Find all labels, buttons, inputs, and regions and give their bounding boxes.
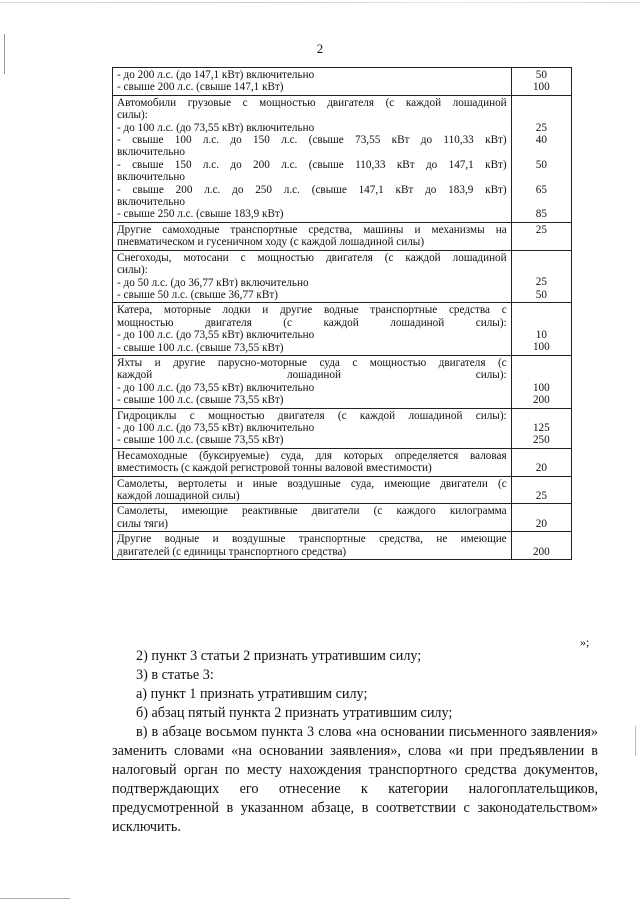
tax-rate-cell [511,68,571,96]
category-line: - до 100 л.с. (до 73,55 кВт) включительно [117,381,315,394]
scan-margin-mark-right [635,726,636,756]
category-line: Другие водные и воздушные транспортные средства, не имеющие [117,533,507,546]
category-line: Гидроциклы с мощностью двигателя (с каждой лошадиной силы): [117,409,507,422]
category-line: Самолеты, вертолеты и иные воздушные суда, имеющие двигатели (с [117,477,507,490]
category-line: Автомобили грузовые с мощностью двигателя (с каждой лошадиной [117,96,507,109]
category-line: - до 100 л.с. (до 73,55 кВт) включительно [117,121,315,134]
category-line: - свыше 200 л.с. до 250 л.с. (свыше 147,1 кВт до 183,9 кВт) [117,183,507,196]
category-line: мощностью двигателя (с каждой лошадиной силы): [117,316,507,329]
table-row [113,408,572,448]
amendment-item-3: 3) в статье 3: [136,667,214,683]
vehicle-category-cell [113,68,512,96]
rate-value [514,109,569,121]
rate-value: 100 [532,81,550,94]
rate-value: 20 [535,462,547,475]
rate-value [514,304,569,316]
category-line: включительно [117,171,185,184]
category-line: силы): [117,264,148,277]
rate-value: 10 [535,329,547,342]
rate-value: 50 [535,158,547,171]
vehicle-category-cell [113,532,512,560]
tax-rate-table [112,67,572,560]
category-line: двигателей (с единицы транспортного средства) [117,545,347,558]
category-line: - свыше 50 л.с. (свыше 36,77 кВт) [117,288,278,301]
rate-value: 65 [535,183,547,196]
tax-rate-cell [511,355,571,408]
table-row [113,68,572,96]
rate-value [514,236,569,248]
category-line: Снегоходы, мотосани с мощностью двигателя (с каждой лошадиной [117,251,507,264]
rate-value: 50 [535,288,547,301]
amendment-item-2: 2) пункт 3 статьи 2 признать утратившим силу; [136,648,422,664]
rate-value: 20 [535,517,547,530]
rate-value: 250 [532,434,550,447]
table-row [113,95,572,222]
rate-value [514,410,569,422]
rate-value: 50 [535,69,547,81]
category-line: включительно [117,146,185,159]
vehicle-category-cell [113,504,512,532]
table-row [113,532,572,560]
rate-value: 25 [535,489,547,502]
table-row [113,250,572,303]
rate-value [514,533,569,545]
rate-value [514,317,569,329]
category-line: - свыше 100 л.с. (свыше 73,55 кВт) [117,394,284,407]
amendment-item-3b: б) абзац пятый пункта 2 признать утратившим силу; [136,705,453,721]
category-line: каждой лошадиной силы): [117,369,507,382]
table-row [113,476,572,504]
rate-value: 125 [532,421,550,434]
category-line: Несамоходные (буксируемые) суда, для которых определяется валовая [117,449,507,462]
rate-value: 200 [532,394,550,407]
tax-rate-cell [511,408,571,448]
rate-value [514,252,569,264]
table-row [113,222,572,250]
rate-value: 200 [532,545,550,558]
rate-value: 100 [532,341,550,354]
category-line: пневматическом и гусеничном ходу (с каждой лошадиной силы) [117,236,425,249]
vehicle-category-cell [113,250,512,303]
rate-value [514,264,569,276]
rate-value: 40 [535,133,547,146]
rate-value [514,369,569,381]
vehicle-category-cell [113,95,512,222]
category-line: - до 50 л.с. (до 36,77 кВт) включительно [117,276,309,289]
category-line: - свыше 100 л.с. (свыше 73,55 кВт) [117,341,284,354]
vehicle-category-cell [113,355,512,408]
category-line: силы): [117,109,148,122]
category-line: Яхты и другие парусно-моторные суда с мощностью двигателя (с [117,356,507,369]
category-line: - свыше 150 л.с. до 200 л.с. (свыше 110,33 кВт до 147,1 кВт) [117,158,507,171]
category-line: - до 100 л.с. (до 73,55 кВт) включительно [117,329,315,342]
rate-value: 25 [535,223,547,236]
rate-value [514,171,569,183]
category-line: включительно [117,196,185,209]
tax-rate-cell [511,476,571,504]
vehicle-category-cell [113,222,512,250]
rate-value [514,97,569,109]
table-row [113,448,572,476]
tax-rate-cell [511,250,571,303]
table-row [113,303,572,356]
amendment-text [112,647,598,837]
category-line: Другие самоходные транспортные средства, машины и механизмы на [117,223,507,236]
category-line: каждой лошадиной силы) [117,490,240,502]
category-line: Катера, моторные лодки и другие водные транспортные средства с [117,304,507,317]
category-line: - свыше 250 л.с. (свыше 183,9 кВт) [117,208,284,221]
tax-rate-cell [511,95,571,222]
rate-value: 100 [532,381,550,394]
vehicle-category-cell [113,476,512,504]
category-line: Самолеты, имеющие реактивные двигатели (с каждого килограмма [117,505,507,518]
tax-rate-cell [511,504,571,532]
rate-value: 85 [535,208,547,221]
footnote-line [0,898,70,899]
rate-value [514,146,569,158]
rate-value: 25 [535,276,547,289]
tax-rate-cell [511,532,571,560]
rate-value [514,478,569,490]
category-line: вместимость (с каждой регистровой тонны валовой вместимости) [117,462,432,475]
vehicle-category-cell [113,448,512,476]
rate-value [514,450,569,462]
tax-rate-cell [511,448,571,476]
closing-quote: »; [580,635,590,649]
rate-value [514,196,569,208]
table-row [113,355,572,408]
vehicle-category-cell [113,303,512,356]
category-line: - до 100 л.с. (до 73,55 кВт) включительно [117,421,315,434]
page-number: 2 [316,41,324,56]
category-line: - свыше 100 л.с. (свыше 73,55 кВт) [117,434,284,447]
tax-rate-cell [511,303,571,356]
scan-edge-line [0,2,640,3]
tax-rate-cell [511,222,571,250]
amendment-item-3v: в) в абзаце восьмом пункта 3 слова «на основании письменного заявления» заменить словами «на основании заявления», слова «и при предъявлении в налоговый орган по месту нахождения транспортного средства документов, подтверждающих его отнесение к категории налогоплательщиков, предусмотренной в указанном абзаце, в соответствии с законодательством» исключить. [112,724,598,835]
rate-value [514,357,569,369]
category-line: - свыше 100 л.с. до 150 л.с. (свыше 73,55 кВт до 110,33 кВт) [117,134,507,147]
category-line: - до 200 л.с. (до 147,1 кВт) включительно [117,69,315,81]
amendment-item-3a: а) пункт 1 признать утратившим силу; [136,686,368,702]
rate-value: 25 [535,121,547,134]
rate-value [514,505,569,517]
category-line: силы тяги) [117,517,169,530]
vehicle-category-cell [113,408,512,448]
category-line: - свыше 200 л.с. (свыше 147,1 кВт) [117,81,284,94]
table-row [113,504,572,532]
